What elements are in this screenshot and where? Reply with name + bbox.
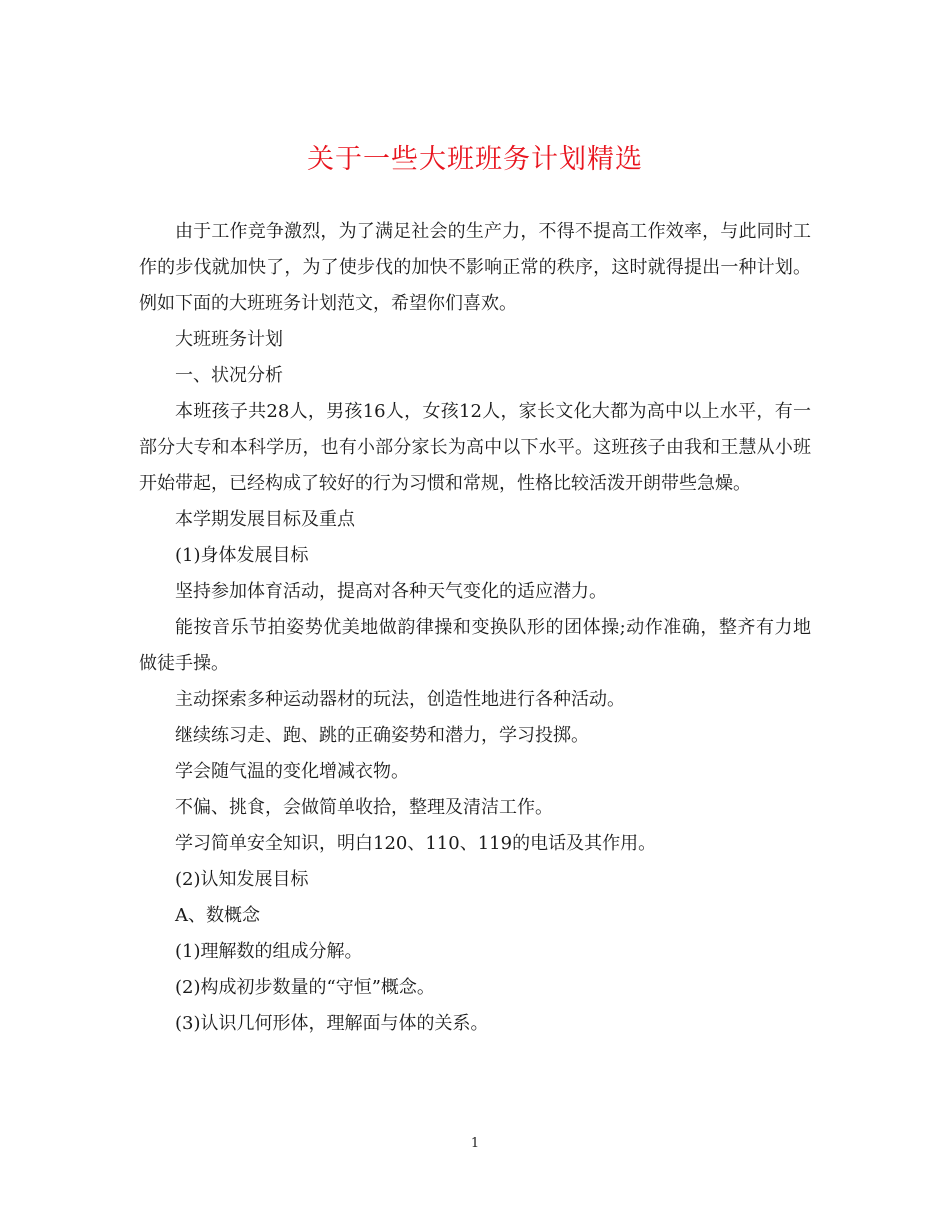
list-item: 坚持参加体育活动，提高对各种天气变化的适应潜力。 xyxy=(175,581,607,602)
section-heading: (1)身体发展目标 xyxy=(175,545,309,566)
list-item: 学会随气温的变化增减衣物。 xyxy=(175,761,409,782)
list-item: 继续练习走、跑、跳的正确姿势和潜力，学习投掷。 xyxy=(175,725,589,746)
page-number: 1 xyxy=(470,1136,480,1151)
section-heading: 一、状况分析 xyxy=(175,365,283,386)
list-item: 不偏、挑食，会做简单收拾，整理及清洁工作。 xyxy=(175,797,553,818)
document-title: 关于一些大班班务计划精选 xyxy=(307,144,643,175)
subsection-heading: A、数概念 xyxy=(175,905,260,926)
list-item: (2)构成初步数量的“守恒”概念。 xyxy=(175,977,435,998)
list-item: 学习简单安全知识，明白120、110、119的电话及其作用。 xyxy=(175,833,657,854)
list-item: 主动探索多种运动器材的玩法，创造性地进行各种活动。 xyxy=(175,689,625,710)
list-item: (1)理解数的组成分解。 xyxy=(175,941,363,962)
paragraph: 大班班务计划 xyxy=(175,329,283,350)
paragraph: 由于工作竞争激烈，为了满足社会的生产力，不得不提高工作效率，与此同时工作的步伐就加快了，为了使步伐的加快不影响正常的秩序，这时就得提出一种计划。例如下面的大班班务计划范文，希望你们喜欢。 xyxy=(139,221,811,314)
document-body xyxy=(139,214,811,1042)
section-heading: (2)认知发展目标 xyxy=(175,869,309,890)
paragraph: 本班孩子共28人，男孩16人，女孩12人，家长文化大都为高中以上水平，有一部分大专和本科学历，也有小部分家长为高中以下水平。这班孩子由我和王慧从小班开始带起，已经构成了较好的行为习惯和常规，性格比较活泼开朗带些急燥。 xyxy=(139,401,811,494)
list-item: 能按音乐节拍姿势优美地做韵律操和变换队形的团体操;动作准确，整齐有力地做徒手操。 xyxy=(139,617,811,674)
section-heading: 本学期发展目标及重点 xyxy=(175,509,355,530)
list-item: (3)认识几何形体，理解面与体的关系。 xyxy=(175,1013,489,1034)
